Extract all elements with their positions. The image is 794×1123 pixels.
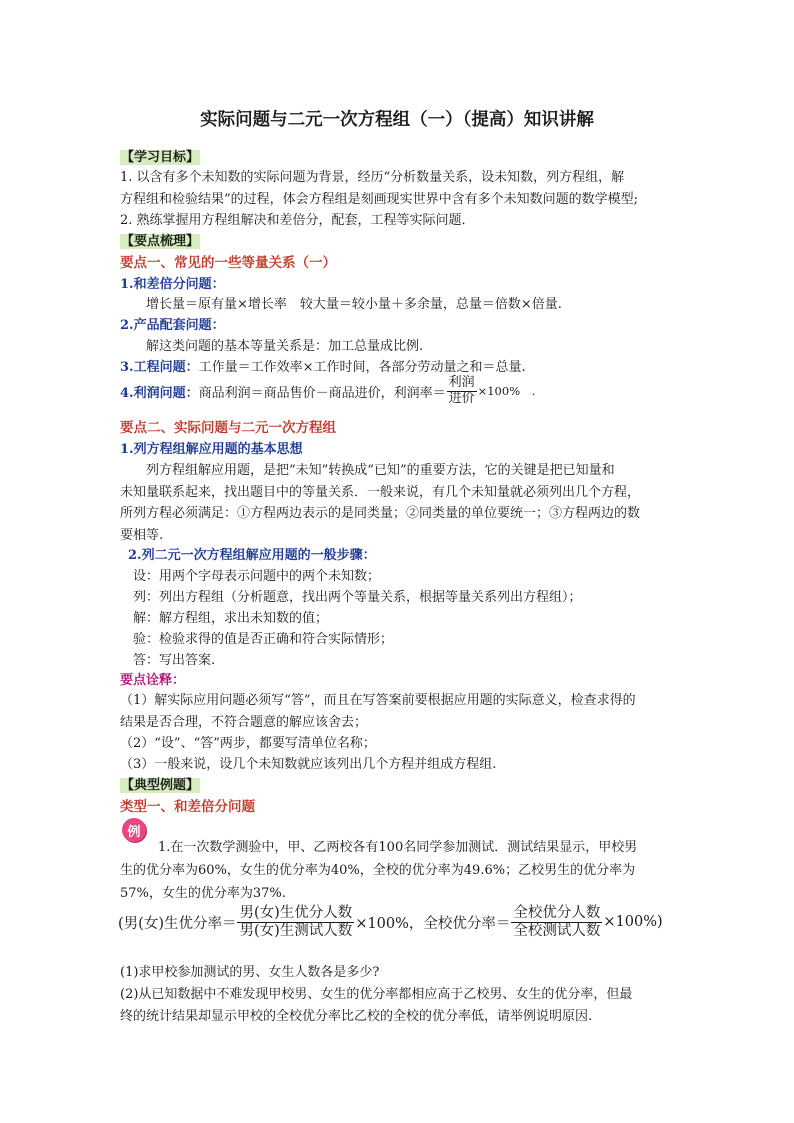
- fraction-numerator: 全校优分人数: [513, 905, 601, 921]
- note-line: 结果是否合理，不符合题意的解应该舍去；: [120, 715, 368, 730]
- paragraph-line: 所列方程必须满足：①方程两边表示的是同类量；②同类量的单位要统一；③方程两边的数: [120, 506, 641, 521]
- item-text: 商品利润＝商品售价－商品进价，利润率＝: [198, 385, 446, 401]
- objectives-tag: 【学习目标】: [121, 150, 200, 165]
- formula-middle: ×100%，全校优分率＝: [355, 915, 511, 932]
- paragraph-line: 列方程组解应用题，是把“未知”转换成“已知”的重要方法，它的关键是把已知量和: [146, 463, 615, 478]
- example-line: 1.在一次数学测验中，甲、乙两校各有100名同学参加测试．测试结果显示，甲校男: [158, 840, 638, 855]
- objective-line: 方程组和检验结果”的过程，体会方程组是刻画现实世界中含有多个未知数问题的数学模型;: [120, 192, 639, 207]
- step-line: 解：解方程组，求出未知数的值；: [133, 611, 329, 626]
- note-line: （3）一般来说，设几个未知数就应该列出几个方程并组成方程组.: [120, 757, 497, 772]
- item-text: 解这类问题的基本等量关系是：加工总量成比例.: [146, 339, 424, 354]
- step-line: 答：写出答案.: [133, 653, 216, 668]
- question-line: (1)求甲校参加测试的男、女生人数各是多少?: [120, 965, 380, 980]
- fraction-numerator: 男(女)生优分人数: [239, 905, 353, 921]
- type1-heading: 类型一、和差倍分问题: [120, 799, 255, 815]
- fraction-numerator: 利润: [448, 375, 475, 390]
- point2-heading: 要点二、实际问题与二元一次方程组: [120, 420, 336, 436]
- item-label: 4.利润问题：: [120, 385, 199, 401]
- fraction-denominator: 全校测试人数: [513, 922, 601, 939]
- formula-fraction: [237, 905, 354, 939]
- question-line: (2)从已知数据中不难发现甲校男、女生的优分率都相应高于乙校男、女生的优分率，但最: [120, 987, 633, 1002]
- paragraph-line: 未知量联系起来，找出题目中的等量关系．一般来说，有几个未知量就必须列出几个方程，: [120, 485, 641, 500]
- point1-heading: 要点一、常见的一些等量关系（一）: [120, 255, 336, 271]
- rate-formula: [118, 905, 663, 939]
- item-text: 工作量＝工作效率×工作时间，各部分劳动量之和＝总量.: [198, 360, 526, 375]
- examples-tag: 【典型例题】: [121, 778, 200, 793]
- item-text: 增长量＝原有量×增长率 较大量＝较小量＋多余量，总量＝倍数×倍量.: [146, 297, 562, 312]
- note-line: （2）“设”、“答”两步，都要写清单位名称；: [120, 736, 376, 751]
- item-tail: ×100% .: [477, 384, 536, 399]
- objective-line: 2. 熟练掌握用方程组解决和差倍分，配套，工程等实际问题．: [120, 213, 475, 228]
- question-line: 终的统计结果却显示甲校的全校优分率比乙校的全校的优分率低，请举例说明原因.: [120, 1009, 593, 1024]
- profit-rate-fraction: [447, 376, 477, 407]
- formula-left: (男(女)生优分率＝: [118, 915, 237, 932]
- objective-line: 1. 以含有多个未知数的实际问题为背景，经历“分析数量关系，设未知数，列方程组，解: [120, 170, 625, 185]
- notes-heading: 要点诠释：: [120, 673, 186, 688]
- note-line: （1）解实际应用问题必须写“答”，而且在写答案前要根据应用题的实际意义，检查求得的: [120, 693, 636, 708]
- paragraph-line: 要相等.: [120, 528, 164, 543]
- item-row: [120, 356, 526, 375]
- formula-fraction: [511, 905, 602, 939]
- item-label: 3.工程问题：: [120, 360, 199, 375]
- item-label: 2.产品配套问题：: [120, 318, 225, 333]
- fraction-denominator: 男(女)生测试人数: [239, 922, 353, 939]
- step-line: 设：用两个字母表示问题中的两个未知数；: [133, 569, 381, 584]
- step-line: 列：列出方程组（分析题意，找出两个等量关系，根据等量关系列出方程组）；: [133, 590, 582, 605]
- step-line: 验：检验求得的值是否正确和符合实际情形；: [133, 632, 394, 647]
- example-badge: 例: [122, 818, 146, 842]
- item-label: 1.和差倍分问题：: [120, 277, 225, 292]
- fraction-denominator: 进价: [448, 390, 475, 406]
- formula-right: ×100%): [603, 914, 663, 931]
- page-title: 实际问题与二元一次方程组（一）（提高）知识讲解: [200, 110, 594, 130]
- keypoints-tag: 【要点梳理】: [121, 234, 200, 249]
- item-row: [120, 376, 535, 407]
- example-line: 生的优分率为60%，女生的优分率为40%，全校的优分率为49.6%；乙校男生的优分率为: [120, 863, 636, 878]
- point2-subheading: 1.列方程组解应用题的基本思想: [120, 442, 303, 457]
- example-line: 57%，女生的优分率为37%.: [120, 886, 286, 901]
- point2-subheading: 2.列二元一次方程组解应用题的一般步骤：: [128, 548, 376, 563]
